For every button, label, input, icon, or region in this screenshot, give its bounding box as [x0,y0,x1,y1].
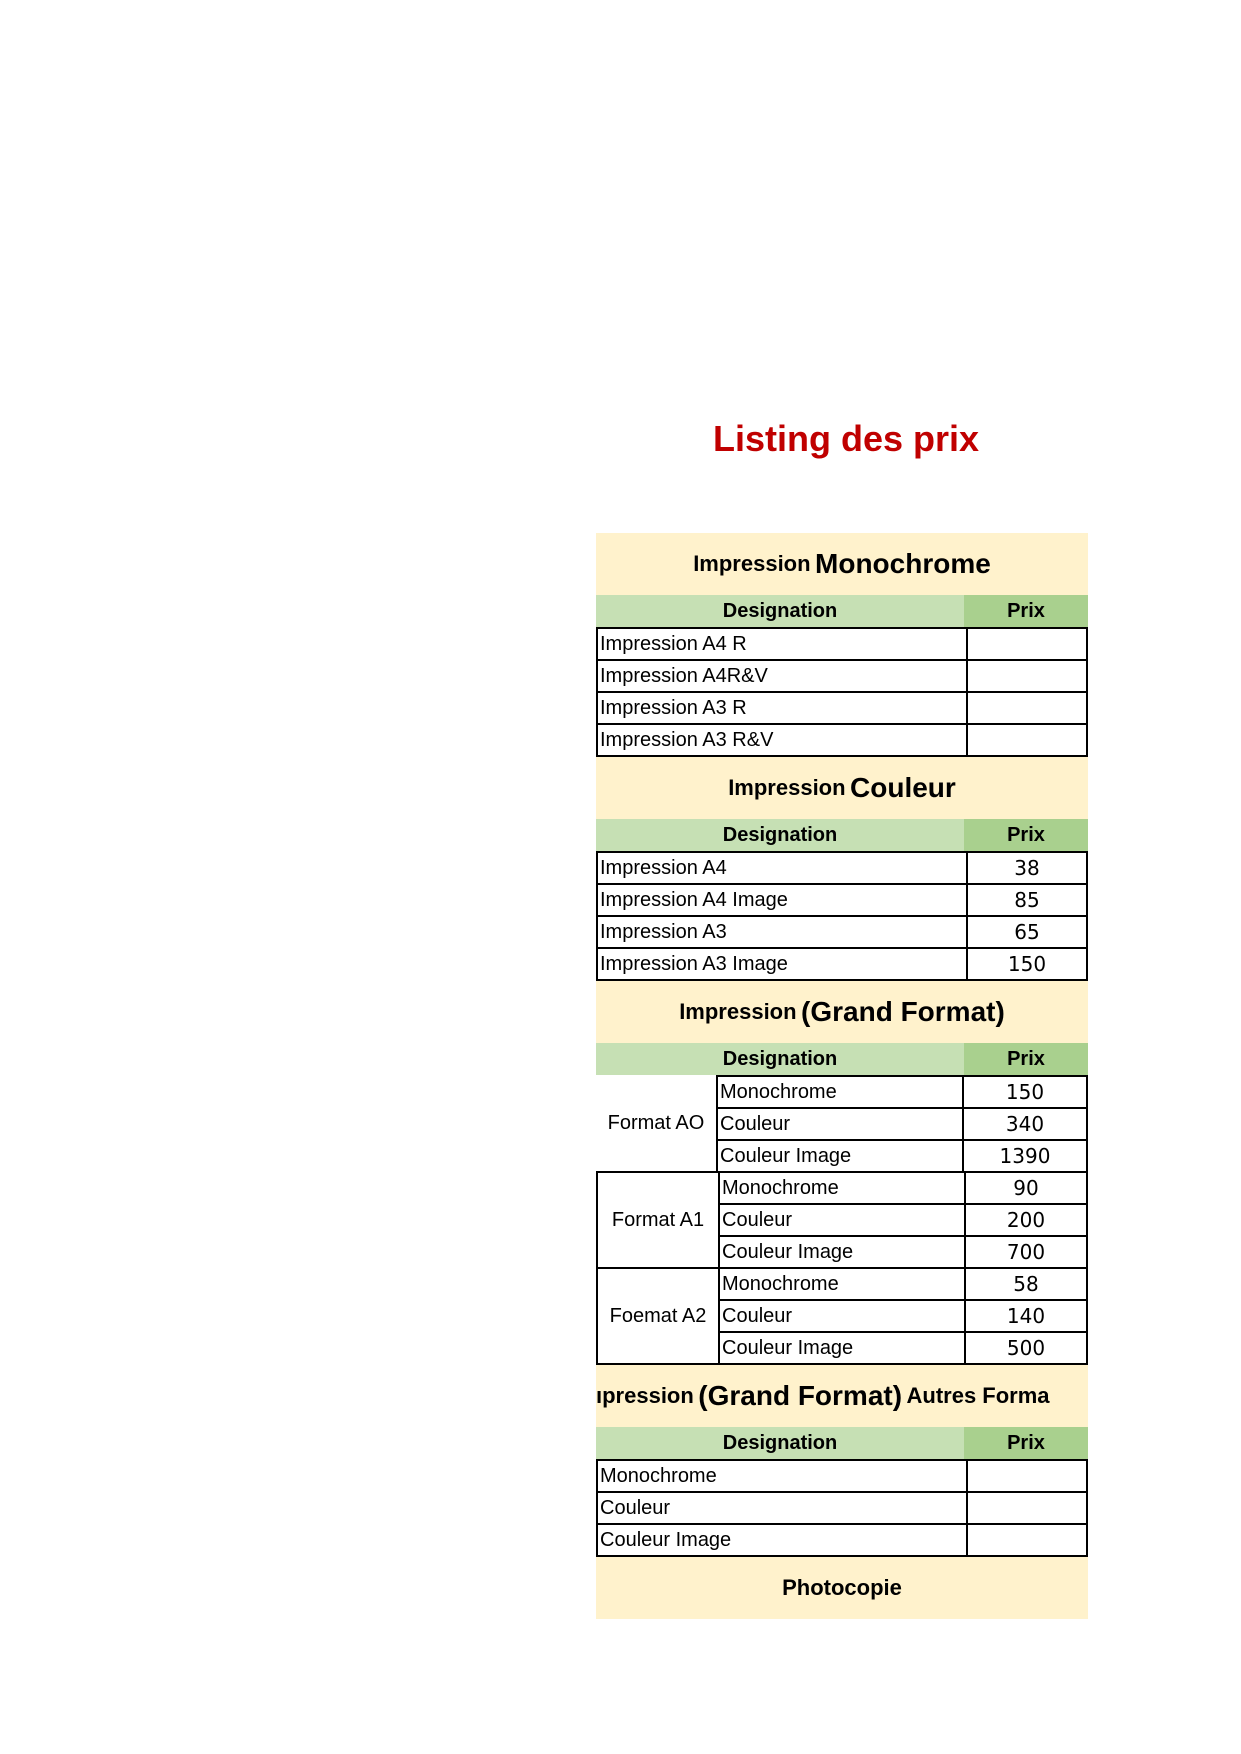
designation-cell[interactable]: Impression A3 [598,917,968,947]
designation-cell[interactable]: Impression A4 [598,853,968,883]
format-label: Foemat A2 [596,1269,718,1365]
format-rows [718,1269,1088,1365]
designation-header: Designation [596,819,964,851]
designation-cell[interactable]: Couleur Image [718,1141,964,1171]
format-label: Format AO [596,1075,716,1173]
column-header-row [596,1427,1088,1459]
monochrome-table [596,627,1088,757]
designation-header: Designation [596,1043,964,1075]
table-row [598,917,1086,949]
price-cell[interactable]: 38 [1014,856,1040,880]
section-header-autres-formats [596,1365,1088,1427]
table-row [598,1461,1086,1493]
designation-cell[interactable]: Impression A3 R [598,693,968,723]
column-header-row [596,1043,1088,1075]
section-title-small: Impression [679,999,797,1024]
section-header-grand-format [596,981,1088,1043]
table-row [598,853,1086,885]
price-cell[interactable]: 150 [1005,1080,1045,1104]
table-row [598,949,1086,979]
price-cell[interactable] [968,629,1086,659]
price-cell[interactable] [968,661,1086,691]
page-title: Listing des prix [712,418,980,459]
format-group [596,1173,1088,1269]
price-cell[interactable]: 200 [1006,1208,1046,1232]
price-cell[interactable]: 140 [1006,1304,1046,1328]
table-row [720,1333,1086,1363]
section-header-photocopie [596,1557,1088,1619]
table-row [598,885,1086,917]
designation-cell[interactable]: Impression A3 Image [598,949,968,979]
designation-header: Designation [596,1427,964,1459]
table-row [720,1237,1086,1267]
prix-header: Prix [964,1043,1088,1075]
designation-cell[interactable]: Couleur Image [720,1237,966,1267]
section-header-couleur [596,757,1088,819]
format-label: Format A1 [596,1173,718,1269]
designation-cell[interactable]: Couleur [720,1205,966,1235]
table-row [598,1493,1086,1525]
prix-header: Prix [964,595,1088,627]
price-cell[interactable]: 65 [1014,920,1040,944]
price-cell[interactable] [968,1525,1086,1555]
section-title-big: Monochrome [815,548,991,579]
price-cell[interactable] [968,1493,1086,1523]
table-row [598,1525,1086,1555]
designation-cell[interactable]: Monochrome [598,1461,968,1491]
price-sheet [596,533,1088,1619]
designation-header: Designation [596,595,964,627]
table-row [718,1109,1086,1141]
prix-header: Prix [964,1427,1088,1459]
grand-format-table [596,1075,1088,1365]
price-cell[interactable]: 500 [1006,1336,1046,1360]
table-row [720,1269,1086,1301]
section-title-big: (Grand Format) [801,996,1005,1027]
price-cell[interactable]: 58 [1013,1272,1039,1296]
couleur-table [596,851,1088,981]
table-row [720,1301,1086,1333]
section-title-small: Impression [728,775,846,800]
designation-cell[interactable]: Impression A4 R [598,629,968,659]
price-cell[interactable] [968,1461,1086,1491]
price-cell[interactable] [968,725,1086,755]
designation-cell[interactable]: Monochrome [718,1077,964,1107]
price-cell[interactable]: 340 [1005,1112,1045,1136]
column-header-row [596,819,1088,851]
designation-cell[interactable]: Couleur Image [720,1333,966,1363]
section-title-small: Impression [693,551,811,576]
designation-cell[interactable]: Impression A4R&V [598,661,968,691]
designation-cell[interactable]: Monochrome [720,1173,966,1203]
price-cell[interactable]: 700 [1006,1240,1046,1264]
table-row [718,1077,1086,1109]
designation-cell[interactable]: Impression A4 Image [598,885,968,915]
section-title-tail: Autres Forma [906,1383,1050,1408]
designation-cell[interactable]: Couleur [718,1109,964,1139]
designation-cell[interactable]: Couleur [720,1301,966,1331]
column-header-row [596,595,1088,627]
autres-formats-table [596,1459,1088,1557]
section-title-small: ıpression [596,1383,694,1408]
table-row [720,1173,1086,1205]
section-header-monochrome [596,533,1088,595]
prix-header: Prix [964,819,1088,851]
format-group [596,1075,1088,1173]
price-cell[interactable]: 85 [1014,888,1040,912]
price-cell[interactable]: 90 [1013,1176,1039,1200]
format-rows [718,1173,1088,1269]
format-group [596,1269,1088,1365]
table-row [598,725,1086,755]
format-rows [716,1075,1088,1173]
table-row [598,661,1086,693]
price-cell[interactable] [968,693,1086,723]
table-row [598,629,1086,661]
section-title-big: Couleur [850,772,956,803]
designation-cell[interactable]: Impression A3 R&V [598,725,968,755]
designation-cell[interactable]: Monochrome [720,1269,966,1299]
designation-cell[interactable]: Couleur Image [598,1525,968,1555]
section-title: Photocopie [782,1575,902,1600]
table-row [720,1205,1086,1237]
table-row [598,693,1086,725]
price-cell[interactable]: 150 [1007,952,1047,976]
table-row [718,1141,1086,1171]
designation-cell[interactable]: Couleur [598,1493,968,1523]
section-title-big: (Grand Format) [698,1380,903,1411]
price-cell[interactable]: 1390 [999,1144,1051,1168]
